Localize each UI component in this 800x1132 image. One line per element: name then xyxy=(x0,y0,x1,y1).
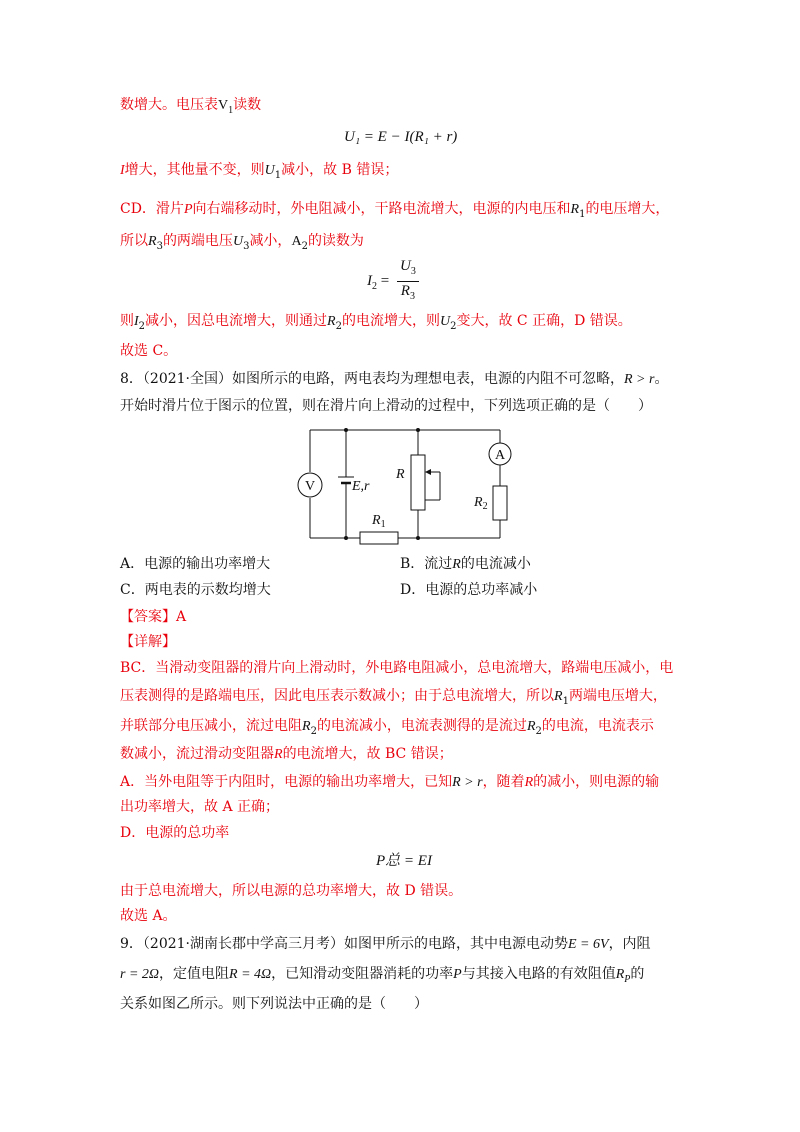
r1-label: $R_1$ xyxy=(372,513,386,530)
equation-total-power: P总 = EI xyxy=(376,853,432,869)
explain-line-7: D．电源的总功率 xyxy=(120,825,230,841)
equation-u1: U₁ = E − I(R₁ + r) xyxy=(344,129,458,145)
q9-stem-line-1: 9．（2021·湖南长郡中学高三月考）如图甲所示的电路，其中电源电动势E = 6V，内阻 xyxy=(120,936,651,952)
explain-line-4: 数减小，流过滑动变阻器R的电流增大，故 BC 错误； xyxy=(120,746,453,762)
circuit-diagram xyxy=(290,420,520,550)
answer-label: 【答案】A xyxy=(120,609,187,625)
equation-i2: $I_2$ = $\frac{U_3}{R_3}$ xyxy=(367,257,419,306)
q9-stem-line-3: 关系如图乙所示。则下列说法中正确的是（ ） xyxy=(120,996,428,1012)
junction-dot xyxy=(344,428,348,432)
option-c: C．两电表的示数均增大 xyxy=(120,582,271,598)
voltmeter-symbol: $V_1$ xyxy=(218,98,234,116)
option-b: B．流过R的电流减小 xyxy=(400,556,531,572)
rheostat-label: R xyxy=(396,467,405,482)
explain-line-1: BC．当滑动变阻器的滑片向上滑动时，外电路电阻减小，总电流增大，路端电压减小，电 xyxy=(120,660,674,676)
resistor-r1 xyxy=(360,532,398,544)
q9-stem-line-2: r = 2Ω，定值电阻R = 4Ω，已知滑动变阻器消耗的功率P与其接入电路的有效阻值$R_P$的 xyxy=(120,966,645,985)
explain-line-3: 并联部分电压减小，流过电阻$R_2$的电流减小，电流表测得的是流过$R_2$的电流，电流表示 xyxy=(120,718,654,737)
ammeter-label: A xyxy=(494,448,506,463)
r2-label: $R_2$ xyxy=(474,495,488,512)
explain-line-5: A．当外电阻等于内阻时，电源的输出功率增大，已知R > r，随着R的减小，则电源的输 xyxy=(120,774,660,790)
option-d: D．电源的总功率减小 xyxy=(400,582,538,598)
fraction: $\frac{U_3}{R_3}$ xyxy=(397,257,419,306)
q8-conclusion: 故选 A。 xyxy=(120,908,177,924)
prev-line-1: 数增大。电压表$V_1$读数 xyxy=(120,97,262,116)
prev-line-4: 所以$R_3$的两端电压$U_3$减小，$A_2$的读数为 xyxy=(120,233,364,252)
voltmeter-label: V xyxy=(304,479,316,494)
junction-dot xyxy=(344,536,348,540)
option-a: A．电源的输出功率增大 xyxy=(120,556,271,572)
detail-label: 【详解】 xyxy=(120,634,176,650)
q8-stem-line-2: 开始时滑片位于图示的位置，则在滑片向上滑动的过程中，下列选项正确的是（ ） xyxy=(120,398,652,414)
source-label: E,r xyxy=(352,479,370,494)
explain-line-8: 由于总电流增大，所以电源的总功率增大，故 D 错误。 xyxy=(120,883,463,899)
junction-dot xyxy=(416,536,420,540)
prev-line-5: 则$I_2$减小，因总电流增大，则通过$R_2$的电流增大，则$U_2$变大，故 C 正确，D 错误。 xyxy=(120,313,632,332)
resistor-r2 xyxy=(493,486,507,520)
q8-stem-line-1: 8．（2021·全国）如图所示的电路，两电表均为理想电表，电源的内阻不可忽略，R > r。 xyxy=(120,371,669,387)
junction-dot xyxy=(416,428,420,432)
prev-line-2: I增大，其他量不变，则$U_1$减小，故 B 错误； xyxy=(120,162,399,181)
rheostat-body xyxy=(411,455,425,510)
prev-conclusion: 故选 C。 xyxy=(120,343,178,359)
explain-line-2: 压表测得的是路端电压，因此电压表示数减小；由于总电流增大，所以$R_1$两端电压增大， xyxy=(120,688,667,707)
prev-line-3: CD．滑片P向右端移动时，外电阻减小，干路电流增大，电源的内电压和$R_1$的电压增大， xyxy=(120,201,670,220)
slider-arrow xyxy=(425,469,431,475)
explain-line-6: 出功率增大，故 A 正确； xyxy=(120,799,280,815)
